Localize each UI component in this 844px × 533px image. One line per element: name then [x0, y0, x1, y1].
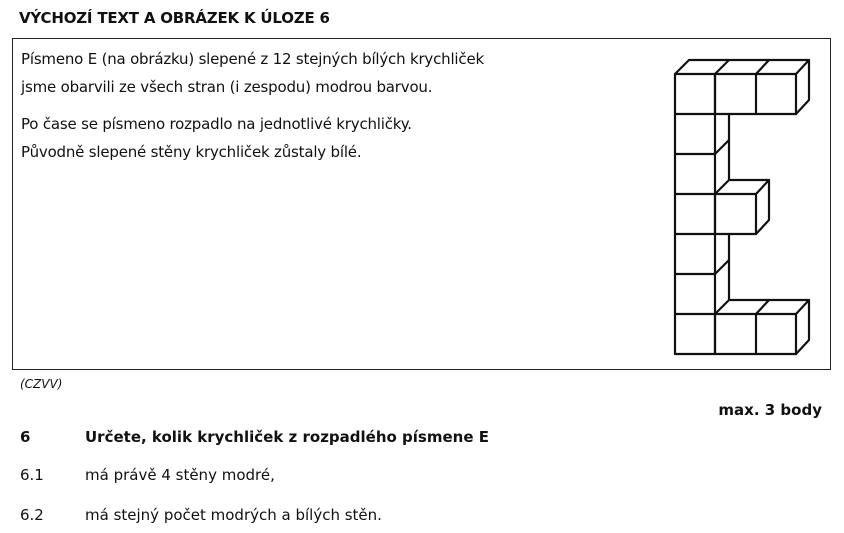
task-number: 6	[20, 428, 31, 446]
source-label: (CZVV)	[20, 377, 63, 391]
intro-line: jsme obarvili ze všech stran (i zespodu) modrou barvou.	[21, 78, 433, 96]
subtask-text: má právě 4 stěny modré,	[85, 466, 275, 484]
intro-line: Písmeno E (na obrázku) slepené z 12 stejných bílých krychliček	[21, 50, 484, 68]
intro-line: Po čase se písmeno rozpadlo na jednotlivé krychličky.	[21, 115, 412, 133]
section-heading: VÝCHOZÍ TEXT A OBRÁZEK K ÚLOZE 6	[19, 9, 330, 27]
intro-line: Původně slepené stěny krychliček zůstaly bílé.	[21, 143, 362, 161]
task-text: Určete, kolik krychliček z rozpadlého písmene E	[85, 428, 489, 446]
points-label: max. 3 body	[718, 401, 822, 419]
subtask-text: má stejný počet modrých a bílých stěn.	[85, 506, 382, 524]
subtask-number: 6.1	[20, 466, 44, 484]
subtask-number: 6.2	[20, 506, 44, 524]
